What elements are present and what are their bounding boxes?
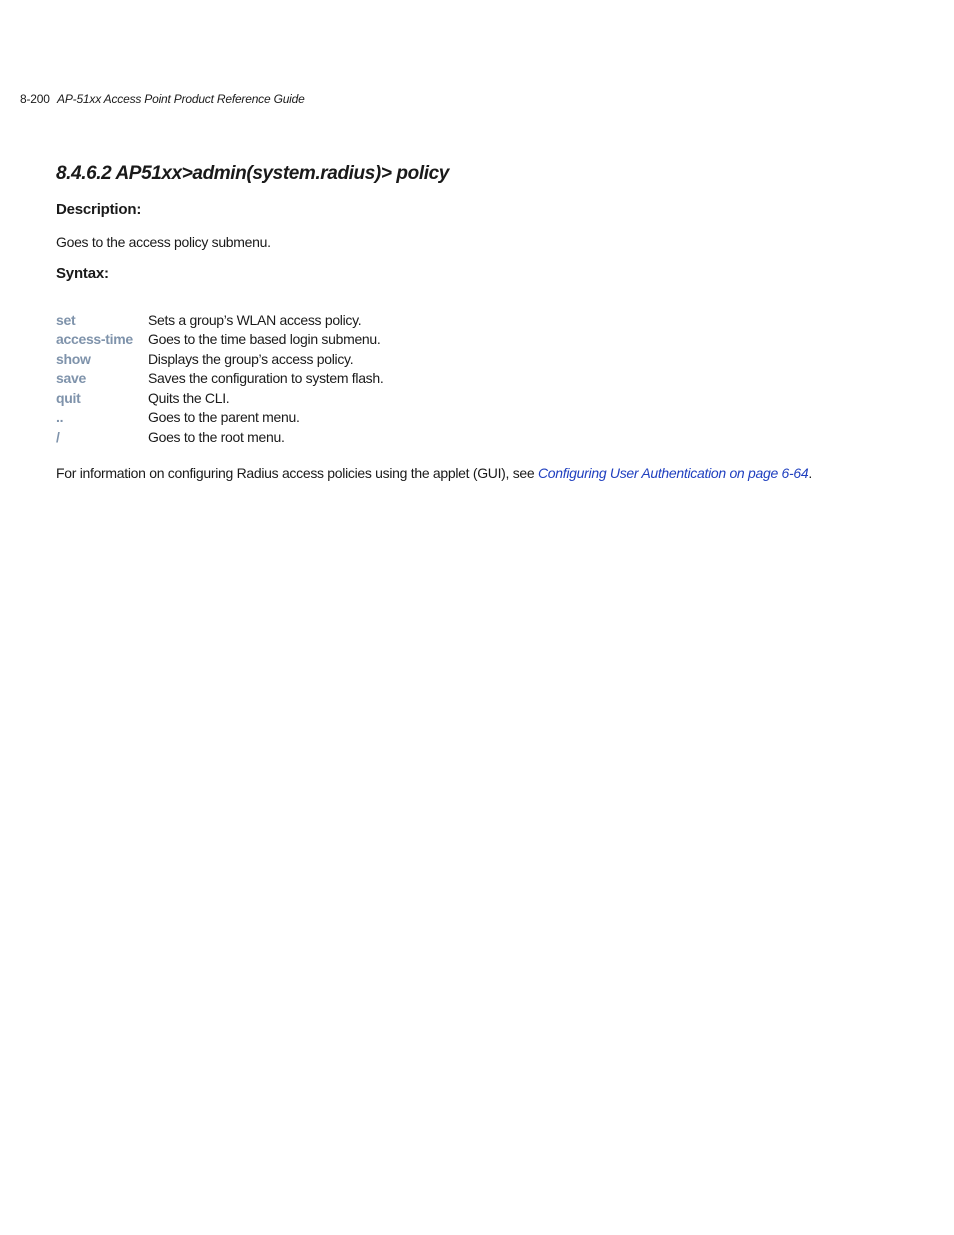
command-name: save	[56, 370, 86, 387]
command-row-show	[56, 349, 383, 369]
command-description: Goes to the time based login submenu.	[148, 331, 381, 348]
command-name: show	[56, 350, 91, 367]
command-description: Saves the configuration to system flash.	[148, 370, 384, 387]
syntax-label: Syntax:	[56, 265, 109, 282]
command-row-root	[56, 427, 383, 447]
command-name: ..	[56, 409, 64, 426]
command-name: set	[56, 311, 76, 328]
reference-note-period: .	[808, 465, 812, 481]
command-name: quit	[56, 389, 81, 406]
running-header	[20, 91, 305, 107]
command-description: Displays the group’s access policy.	[148, 350, 354, 367]
command-row-parent	[56, 408, 383, 428]
command-description: Sets a group’s WLAN access policy.	[148, 311, 362, 328]
command-name: /	[56, 428, 60, 445]
command-row-save	[56, 369, 383, 389]
description-text: Goes to the access policy submenu.	[56, 234, 271, 250]
user-authentication-link[interactable]: Configuring User Authentication on page 6-64	[538, 465, 809, 481]
reference-note	[56, 464, 812, 482]
page-number: 8-200	[20, 92, 50, 106]
command-list	[56, 310, 383, 447]
command-row-quit	[56, 388, 383, 408]
command-description: Goes to the parent menu.	[148, 409, 300, 426]
description-label: Description:	[56, 201, 142, 218]
command-name: access-time	[56, 331, 133, 348]
command-description: Quits the CLI.	[148, 389, 230, 406]
command-description: Goes to the root menu.	[148, 428, 285, 445]
section-heading: 8.4.6.2 AP51xx>admin(system.radius)> policy	[56, 163, 449, 184]
reference-note-text: For information on configuring Radius access policies using the applet (GUI), see	[56, 465, 538, 481]
command-row-set	[56, 310, 383, 330]
command-row-access-time	[56, 330, 383, 350]
guide-title: AP-51xx Access Point Product Reference Guide	[57, 92, 305, 106]
